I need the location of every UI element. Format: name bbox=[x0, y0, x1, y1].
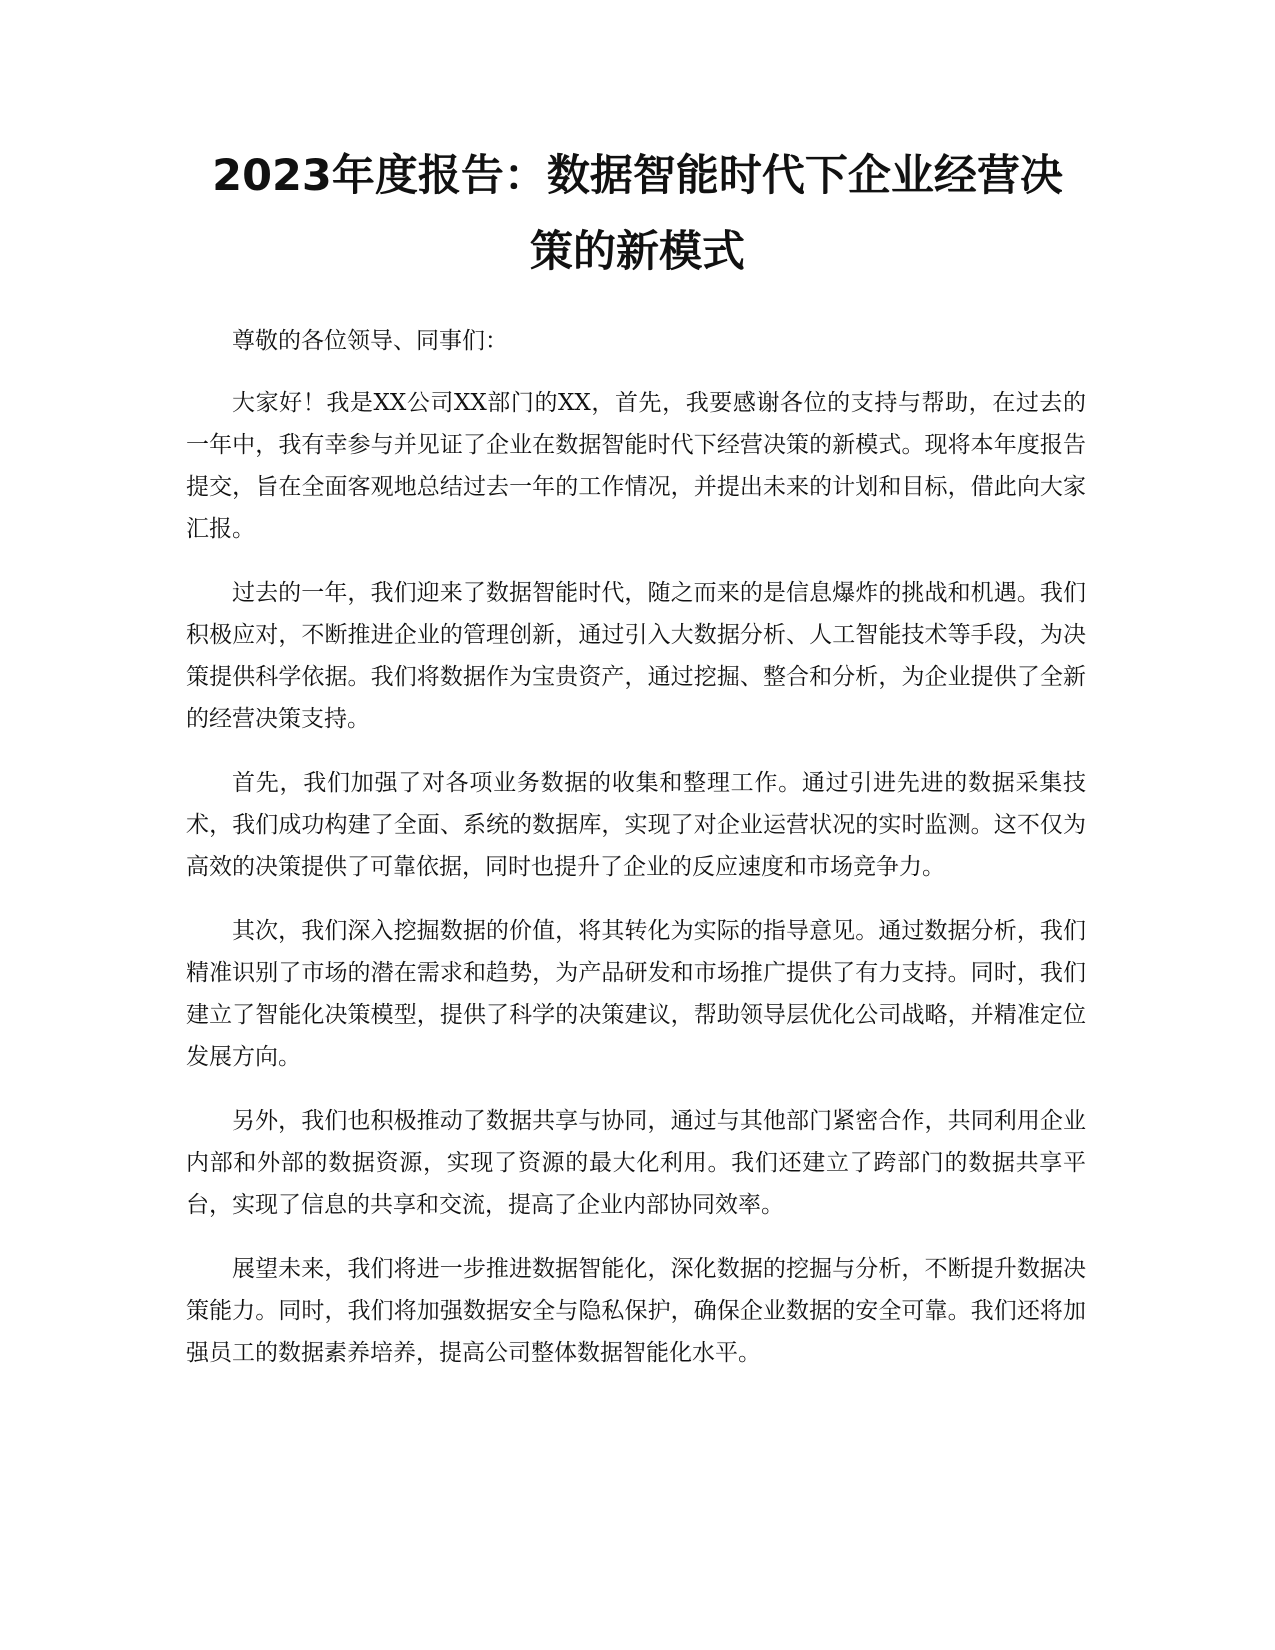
salutation: 尊敬的各位领导、同事们： bbox=[232, 328, 508, 354]
document-title bbox=[150, 138, 1125, 290]
document-body bbox=[186, 320, 1086, 1396]
title-line-1: 2023年度报告：数据智能时代下企业经营决 bbox=[212, 151, 1063, 201]
paragraph-second: 其次，我们深入挖掘数据的价值，将其转化为实际的指导意见。通过数据分析，我们精准识别了市场的潜在需求和趋势，为产品研发和市场推广提供了有力支持。同时，我们建立了智能化决策模型，提供了科学的决策建议，帮助领导层优化公司战略，并精准定位发展方向。 bbox=[186, 918, 1086, 1070]
paragraph-additionally: 另外，我们也积极推动了数据共享与协同，通过与其他部门紧密合作，共同利用企业内部和外部的数据资源，实现了资源的最大化利用。我们还建立了跨部门的数据共享平台，实现了信息的共享和交流，提高了企业内部协同效率。 bbox=[186, 1108, 1086, 1218]
paragraph-intro: 大家好！我是XX公司XX部门的XX，首先，我要感谢各位的支持与帮助，在过去的一年中，我有幸参与并见证了企业在数据智能时代下经营决策的新模式。现将本年度报告提交，旨在全面客观地总结过去一年的工作情况，并提出未来的计划和目标，借此向大家汇报。 bbox=[186, 390, 1086, 542]
paragraph-outlook: 展望未来，我们将进一步推进数据智能化，深化数据的挖掘与分析，不断提升数据决策能力。同时，我们将加强数据安全与隐私保护，确保企业数据的安全可靠。我们还将加强员工的数据素养培养，提高公司整体数据智能化水平。 bbox=[186, 1256, 1086, 1366]
title-line-2: 策的新模式 bbox=[530, 227, 745, 277]
paragraph-first: 首先，我们加强了对各项业务数据的收集和整理工作。通过引进先进的数据采集技术，我们成功构建了全面、系统的数据库，实现了对企业运营状况的实时监测。这不仅为高效的决策提供了可靠依据，同时也提升了企业的反应速度和市场竞争力。 bbox=[186, 770, 1086, 880]
paragraph-past-year: 过去的一年，我们迎来了数据智能时代，随之而来的是信息爆炸的挑战和机遇。我们积极应对，不断推进企业的管理创新，通过引入大数据分析、人工智能技术等手段，为决策提供科学依据。我们将数据作为宝贵资产，通过挖掘、整合和分析，为企业提供了全新的经营决策支持。 bbox=[186, 580, 1086, 732]
